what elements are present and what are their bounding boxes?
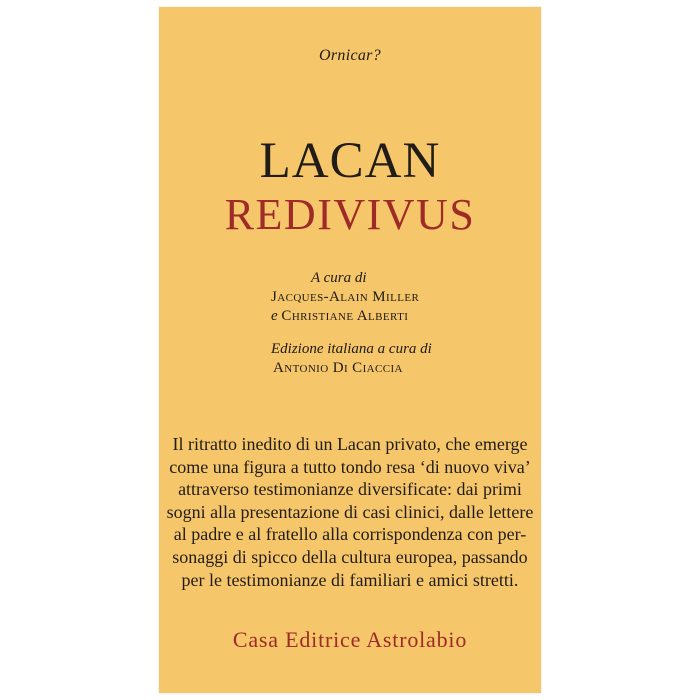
blurb-text [159,433,541,591]
blurb-line: sonaggi di spicco della cultura europea, passando [172,546,528,567]
italian-edition-label: Edizione italiana a cura di [271,341,432,357]
credits-block [271,269,531,378]
book-title: LACAN [259,133,441,189]
book-subtitle: REDIVIVUS [224,190,476,239]
blurb-line: Il ritratto inedito di un Lacan privato, che emerge [172,434,528,454]
credits-gap [271,326,531,340]
edited-by-label: A cura di [311,270,367,286]
blurb-line: sogni alla presentazione di casi clinici, dalle lettere [166,501,534,522]
blurb-line: attraverso testimonianze diversificate: dai primi [178,479,522,500]
blurb-line: come una figura a tutto tondo resa ‘di nuovo viva’ [169,456,531,477]
editor-2-row [271,307,531,326]
italian-editor: Antonio Di Ciaccia [273,360,403,376]
series-name: Ornicar? [319,47,381,64]
book-cover [159,7,541,693]
blurb-line: al padre e al fratello alla corrispondenza con per- [173,524,527,545]
conjunction: e [271,308,278,324]
publisher-name: Casa Editrice Astrolabio [232,627,468,652]
editor-1: Jacques-Alain Miller [271,289,420,305]
blurb-line: per le testimonianze di familiari e amici stretti. [181,569,519,590]
editor-2: Christiane Alberti [281,308,409,324]
